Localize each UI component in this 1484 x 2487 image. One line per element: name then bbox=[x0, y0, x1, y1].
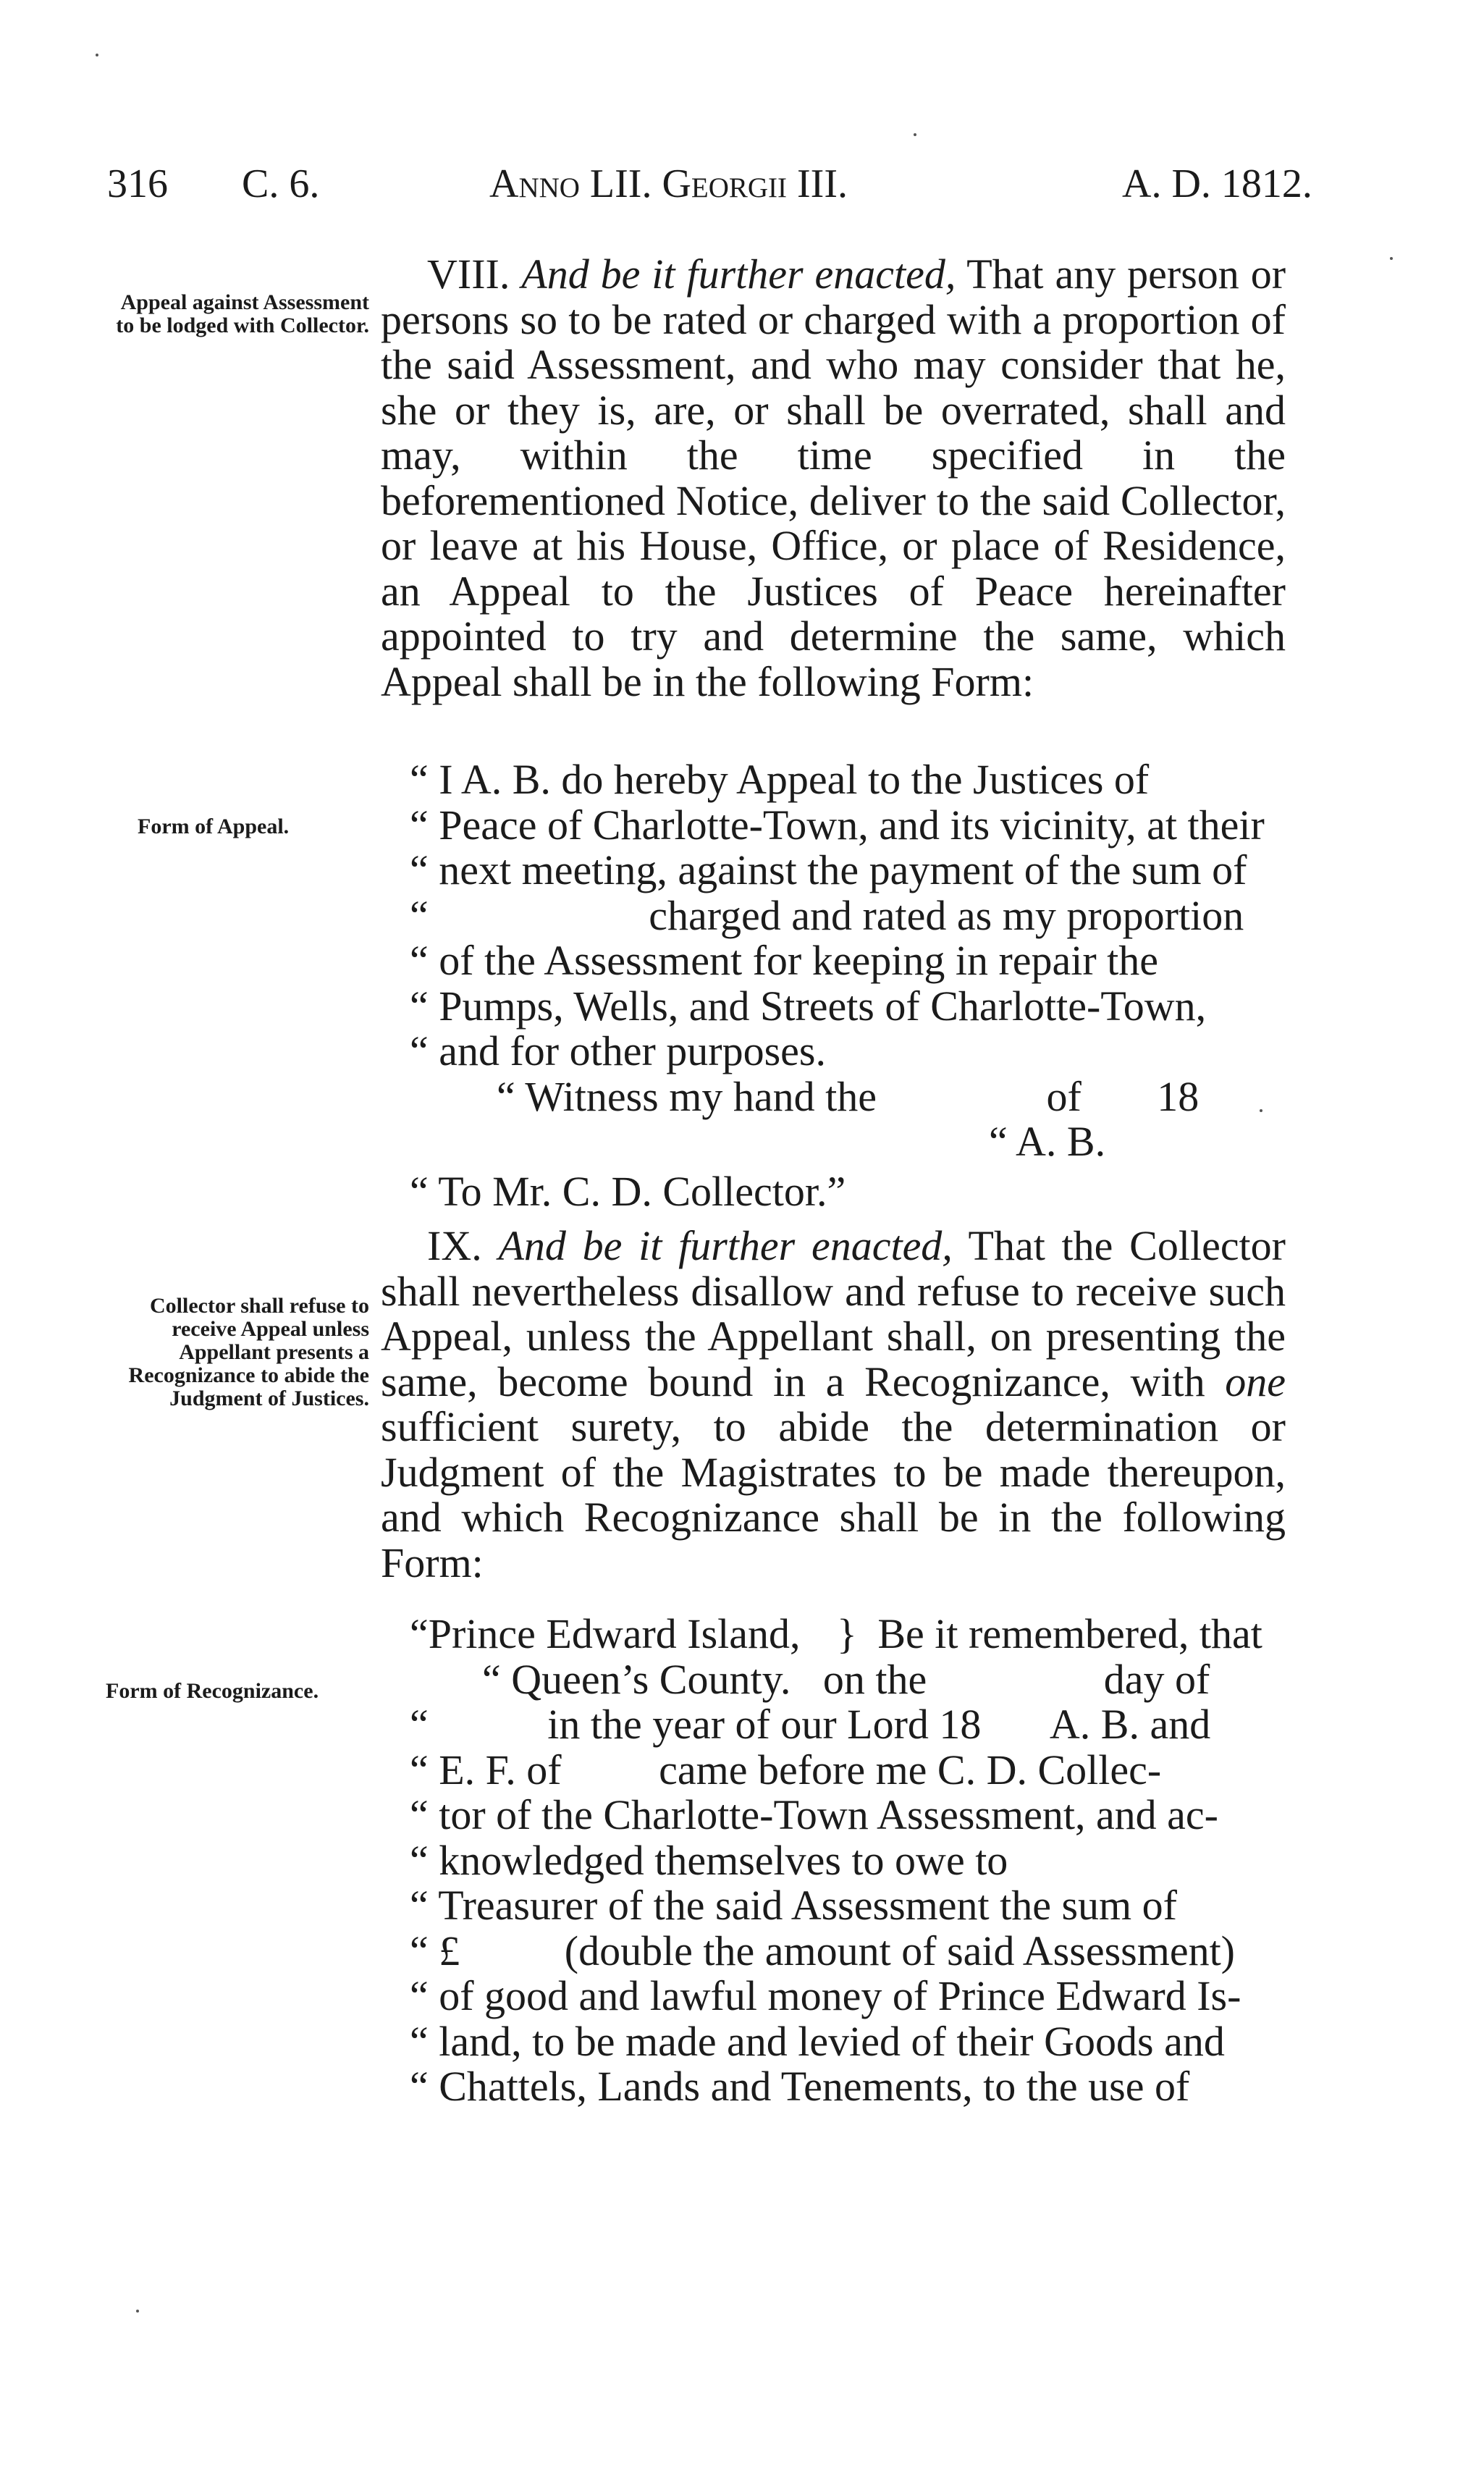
enacting-words: And be it further enacted, bbox=[498, 1222, 953, 1269]
scan-speck bbox=[1390, 257, 1393, 260]
witness-line bbox=[381, 1074, 1286, 1120]
recognizance-text: “ E. F. of bbox=[410, 1746, 562, 1793]
recognizance-line: “ knowledged themselves to owe to bbox=[410, 1836, 1008, 1884]
regnal-year: Anno LII. Georgii III. bbox=[489, 161, 848, 206]
section-viii bbox=[381, 252, 1286, 704]
witness-of: of bbox=[1046, 1072, 1082, 1120]
scan-speck bbox=[914, 133, 916, 136]
scan-speck bbox=[96, 54, 98, 56]
recognizance-text: came before me C. D. Collec- bbox=[659, 1746, 1162, 1793]
chapter-number: C. 6. bbox=[242, 161, 320, 206]
appeal-line-text: charged and rated as my proportion bbox=[649, 891, 1244, 939]
recognizance-line: “ Chattels, Lands and Tenements, to the use of bbox=[410, 2063, 1190, 2110]
appeal-form bbox=[381, 757, 1286, 1214]
section-number: IX. bbox=[427, 1222, 482, 1269]
recognizance-line: “ land, to be made and levied of their Goods and bbox=[410, 2017, 1225, 2065]
appeal-line: “ I A. B. do hereby Appeal to the Justices of bbox=[410, 756, 1150, 803]
margin-note-collector-refuse: Collector shall refuse to receive Appeal unless Appellant presents a Recognizance to abide the Judgment of Justices. bbox=[128, 1294, 369, 1410]
recognizance-line bbox=[381, 1612, 1286, 1657]
margin-note-form-of-appeal: Form of Appeal. bbox=[138, 815, 290, 838]
recognizance-form bbox=[381, 1612, 1286, 2110]
recognizance-text: A. B. and bbox=[1049, 1701, 1211, 1748]
recognizance-line bbox=[381, 1748, 1286, 1793]
venue-island: “Prince Edward Island, bbox=[410, 1610, 801, 1657]
recognizance-text: in the year of our Lord 18 bbox=[547, 1701, 982, 1748]
recognizance-text: (double the amount of said Assessment) bbox=[564, 1927, 1235, 1974]
enacting-words: And be it further enacted, bbox=[521, 251, 956, 298]
section-ix bbox=[381, 1224, 1286, 1586]
calendar-year: A. D. 1812. bbox=[1122, 161, 1312, 206]
addressee: “ To Mr. C. D. Collector.” bbox=[410, 1167, 846, 1215]
section-text-continued: sufficient surety, to abide the determination or Judgment of the Magistrates to be made thereupon, and which Recognizance shall be in the following Form: bbox=[381, 1403, 1286, 1586]
margin-note-appeal-lodged: Appeal against Assessment to be lodged with Collector. bbox=[116, 290, 369, 337]
page-number: 316 bbox=[107, 161, 168, 206]
pound-sign: “ £ bbox=[410, 1927, 460, 1974]
recognizance-line bbox=[381, 1702, 1286, 1748]
recognizance-line: “ of good and lawful money of Prince Edward Is- bbox=[410, 1972, 1241, 2019]
brace: } bbox=[837, 1610, 857, 1657]
open-quote: “ bbox=[410, 1701, 429, 1748]
witness-year: 18 bbox=[1157, 1072, 1200, 1120]
section-number: VIII. bbox=[427, 251, 510, 298]
recognizance-line bbox=[381, 1929, 1286, 1974]
recognizance-line: “ tor of the Charlotte-Town Assessment, and ac- bbox=[410, 1791, 1218, 1838]
recognizance-text: on the bbox=[822, 1655, 927, 1703]
scan-speck bbox=[1260, 1109, 1262, 1112]
appeal-line: “ Peace of Charlotte-Town, and its vicinity, at their bbox=[410, 801, 1265, 849]
section-text: That any person or persons so to be rated or charged with a proportion of the said Assessment, and who may consider that he, she or they is, are, or shall be overrated, shall and may, within the time specified in the beforementioned Notice, deliver to the said Collector, or leave at his House, Office, or place of Residence, an Appeal to the Justices of Peace hereinafter appointed to try and determine the same, which Appeal shall be in the following Form: bbox=[381, 251, 1286, 705]
appeal-line bbox=[381, 893, 1286, 939]
appeal-line: “ Pumps, Wells, and Streets of Charlotte-Town, bbox=[410, 982, 1207, 1030]
appeal-line: “ and for other purposes. bbox=[410, 1027, 826, 1074]
section-text: That the Collector shall nevertheless disallow and refuse to receive such Appeal, unless the Appellant shall, on presenting the same, become bound in a Recognizance, with bbox=[381, 1222, 1286, 1405]
recognizance-line: “ Treasurer of the said Assessment the sum of bbox=[410, 1882, 1177, 1929]
witness-text: “ Witness my hand the bbox=[497, 1072, 877, 1120]
signature: “ A. B. bbox=[989, 1118, 1106, 1165]
emphasis-one: one bbox=[1225, 1358, 1286, 1405]
open-quote: “ bbox=[410, 891, 429, 939]
recognizance-text: day of bbox=[1103, 1655, 1210, 1703]
scan-speck bbox=[136, 2310, 139, 2313]
running-header bbox=[0, 161, 1484, 219]
recognizance-text: Be it remembered, that bbox=[877, 1610, 1262, 1657]
appeal-line: “ next meeting, against the payment of the sum of bbox=[410, 846, 1247, 893]
venue-county: “ Queen’s County. bbox=[482, 1655, 791, 1703]
appeal-line: “ of the Assessment for keeping in repair the bbox=[410, 937, 1159, 984]
margin-note-form-of-recognizance: Form of Recognizance. bbox=[106, 1679, 319, 1703]
recognizance-line bbox=[381, 1657, 1286, 1703]
